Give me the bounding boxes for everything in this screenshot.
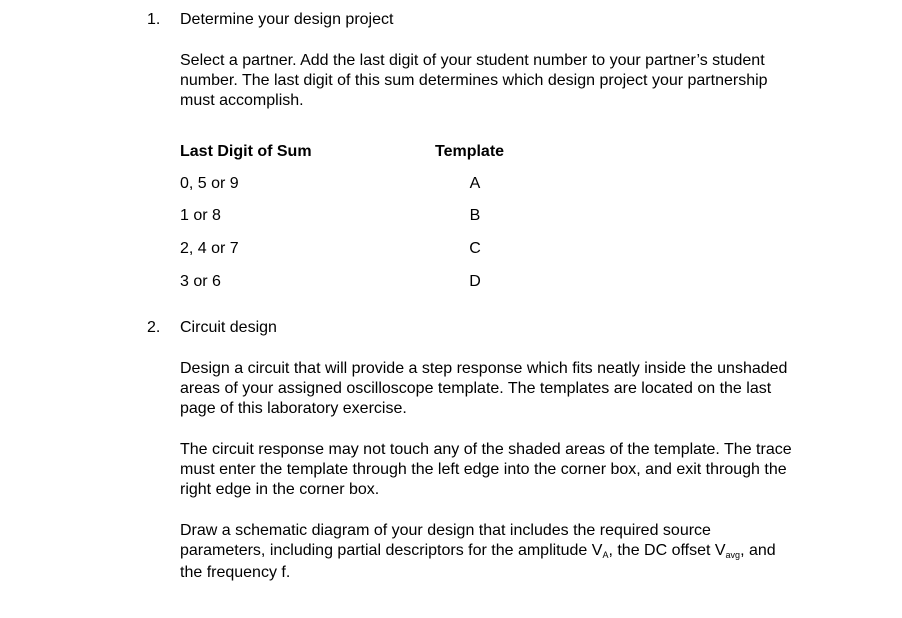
section-1-para-line: must accomplish.	[180, 92, 304, 109]
section-2-para-line: page of this laboratory exercise.	[180, 400, 407, 417]
text-fragment: , and	[740, 542, 776, 559]
table-cell-template: B	[469, 207, 481, 224]
section-2-para-line: Draw a schematic diagram of your design that includes the required source	[180, 522, 711, 539]
section-2-para-line-with-subscripts	[180, 542, 776, 560]
table-cell-digits: 3 or 6	[180, 273, 221, 290]
table-cell-digits: 0, 5 or 9	[180, 175, 239, 192]
table-header-template: Template	[435, 143, 505, 160]
table-cell-template: D	[469, 273, 481, 290]
section-2-para-line: The circuit response may not touch any of the shaded areas of the template. The trace	[180, 441, 792, 458]
subscript-a: A	[602, 550, 609, 560]
section-2-number: 2.	[147, 319, 161, 336]
section-2-para-line: the frequency f.	[180, 564, 291, 581]
section-2-para-line: must enter the template through the left edge into the corner box, and exit through the	[180, 461, 787, 478]
section-1-heading: Determine your design project	[180, 11, 394, 28]
section-1-para-line: Select a partner. Add the last digit of your student number to your partner’s student	[180, 52, 765, 69]
section-2-heading: Circuit design	[180, 319, 277, 336]
subscript-avg: avg	[725, 550, 741, 560]
section-2-para-line: areas of your assigned oscilloscope template. The templates are located on the last	[180, 380, 772, 397]
table-header-last-digit: Last Digit of Sum	[180, 143, 312, 160]
text-fragment: parameters, including partial descriptors for the amplitude V	[180, 542, 603, 559]
section-2-para-line: right edge in the corner box.	[180, 481, 380, 498]
table-cell-template: A	[469, 175, 481, 192]
section-1-number: 1.	[147, 11, 161, 28]
text-fragment: , the DC offset V	[608, 542, 726, 559]
table-cell-digits: 2, 4 or 7	[180, 240, 239, 257]
table-cell-template: C	[469, 240, 481, 257]
table-cell-digits: 1 or 8	[180, 207, 221, 224]
section-1-para-line: number. The last digit of this sum determines which design project your partnership	[180, 72, 768, 89]
section-2-para-line: Design a circuit that will provide a step response which fits neatly inside the unshaded	[180, 360, 788, 377]
